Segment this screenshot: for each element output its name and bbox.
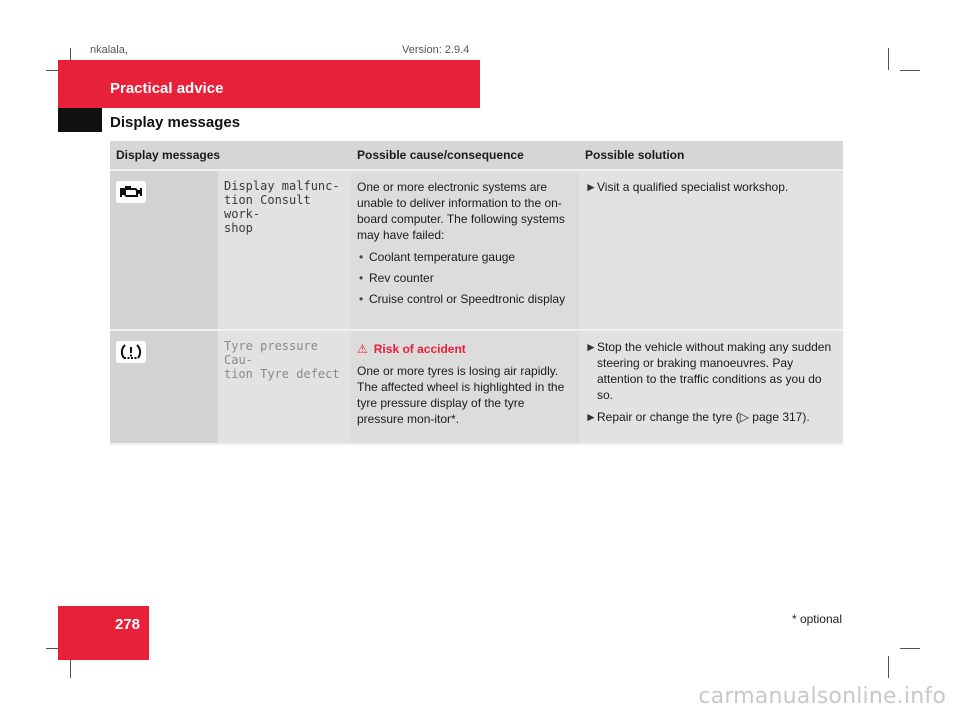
row-message-cell	[218, 330, 351, 444]
cause-text: One or more tyres is losing air rapidly. The affected wheel is highlighted in the tyre pressure display of the tyre pressure mon-itor*.	[357, 364, 565, 426]
tyre-pressure-icon	[116, 341, 146, 363]
display-message-text: Tyre pressure Cau- tion Tyre defect	[224, 339, 340, 381]
solution-step	[585, 409, 837, 425]
column-header-solution: Possible solution	[579, 141, 843, 170]
column-header-cause: Possible cause/consequence	[351, 141, 579, 170]
list-item: • Rev counter	[357, 270, 573, 286]
footnote: * optional	[791, 612, 842, 626]
table-row	[110, 330, 843, 444]
section-header-tab	[58, 108, 102, 132]
list-item: • Coolant temperature gauge	[357, 249, 573, 265]
solution-step	[585, 339, 837, 403]
crop-mark	[900, 70, 920, 71]
row-cause-cell	[351, 170, 579, 330]
watermark: carmanualsonline.info	[698, 684, 946, 709]
section-title: Practical advice	[110, 80, 224, 97]
arrow-right-icon: ►	[585, 340, 597, 354]
arrow-right-icon: ►	[585, 180, 597, 194]
engine-check-icon	[116, 181, 146, 203]
warning-title: Risk of accident	[373, 342, 466, 356]
print-meta-right: Version: 2.9.4	[402, 44, 470, 56]
row-icon-cell	[110, 330, 218, 444]
row-solution-cell	[579, 170, 843, 330]
subsection-title: Display messages	[110, 114, 241, 131]
display-message-text: Display malfunc- tion Consult work- shop	[224, 179, 340, 235]
warning-heading	[357, 341, 573, 357]
row-solution-cell	[579, 330, 843, 444]
cause-intro: One or more electronic systems are unable to deliver information to the on-board computer. The following systems may have failed:	[357, 180, 565, 242]
row-message-cell	[218, 170, 351, 330]
page-number-band	[58, 606, 149, 660]
print-meta-left: nkalala,	[90, 44, 128, 56]
page-number: 278	[114, 616, 140, 633]
solution-step	[585, 179, 837, 195]
crop-mark	[888, 656, 889, 678]
list-item: • Cruise control or Speedtronic display	[357, 291, 573, 307]
row-icon-cell	[110, 170, 218, 330]
crop-mark	[888, 48, 889, 70]
warning-triangle-icon: ⚠	[357, 342, 368, 356]
arrow-right-icon: ►	[585, 410, 597, 424]
table-header-row	[110, 141, 843, 170]
solution-text: Repair or change the tyre (▷ page 317).	[597, 410, 810, 424]
table-row	[110, 170, 843, 330]
crop-mark	[900, 648, 920, 649]
column-header-display-messages: Display messages	[110, 141, 351, 170]
display-messages-table	[110, 141, 843, 445]
row-cause-cell	[351, 330, 579, 444]
solution-text: Visit a qualified specialist workshop.	[597, 180, 789, 194]
solution-text: Stop the vehicle without making any sudden steering or braking manoeuvres. Pay attention to the traffic conditions as you do so.	[597, 340, 832, 402]
